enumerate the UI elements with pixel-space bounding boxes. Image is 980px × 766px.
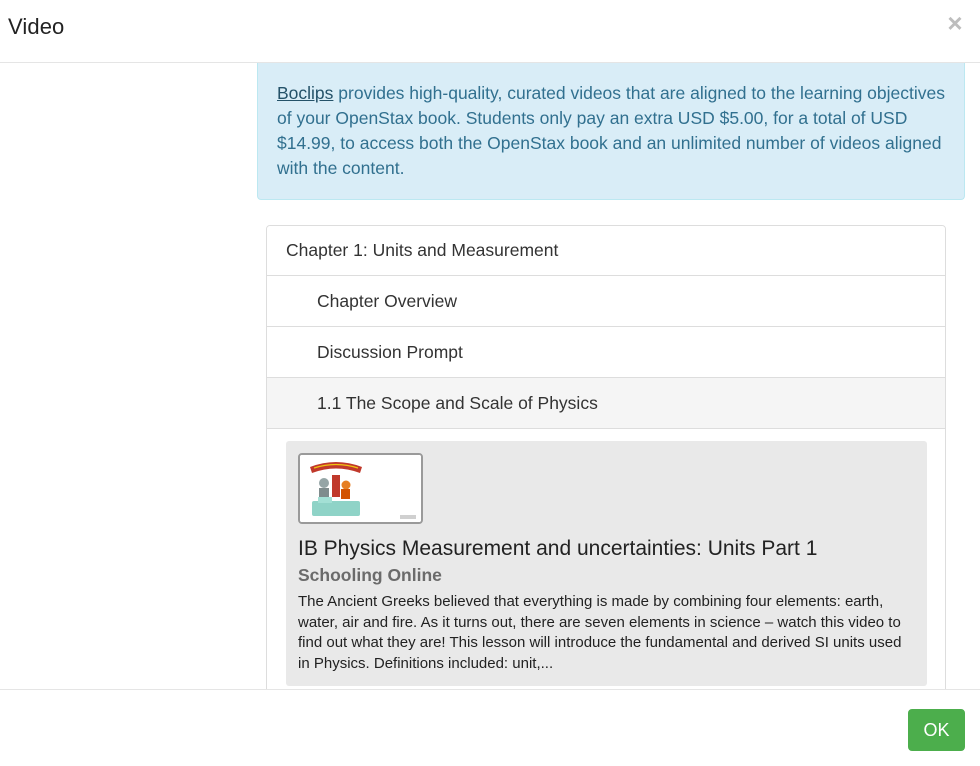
ok-button[interactable]: OK (908, 709, 965, 751)
modal-title: Video (8, 14, 65, 39)
chapter-title: Chapter 1: Units and Measurement (286, 240, 559, 260)
video-title[interactable]: IB Physics Measurement and uncertainties: Units Part 1 (298, 537, 818, 560)
section-item-scope-and-scale[interactable] (267, 378, 945, 429)
section-item-overview[interactable] (267, 276, 945, 327)
boclips-info-alert (257, 63, 965, 200)
modal-body (0, 63, 980, 690)
video-description: The Ancient Greeks believed that everything is made by combining four elements: earth, water, air and fire. As it turns out, there are seven elements in science – watch this video to find out what they are! This lesson will introduce the fundamental and derived SI units used in Physics. Definitions included: unit,... (298, 593, 902, 672)
chapter-accordion (266, 225, 946, 690)
modal-footer (0, 689, 980, 766)
chapter-header[interactable] (267, 226, 945, 276)
video-provider: Schooling Online (298, 565, 442, 585)
video-card[interactable] (286, 441, 927, 686)
modal-header (0, 0, 980, 63)
section-item-discussion-prompt[interactable] (267, 327, 945, 378)
video-thumbnail[interactable] (298, 453, 423, 524)
section-label: Chapter Overview (317, 290, 458, 311)
video-thumbnail-illustration (300, 455, 421, 522)
boclips-link[interactable]: Boclips (277, 83, 334, 103)
section-label: Discussion Prompt (317, 341, 463, 362)
close-icon[interactable]: × (947, 8, 963, 38)
section-label: 1.1 The Scope and Scale of Physics (317, 392, 598, 413)
info-text: provides high-quality, curated videos that are aligned to the learning objectives of your OpenStax book. Students only pay an extra USD $5.00, for a total of USD $14.99, to access both the OpenStax book and an unlimited number of videos aligned with the content. (277, 83, 945, 178)
